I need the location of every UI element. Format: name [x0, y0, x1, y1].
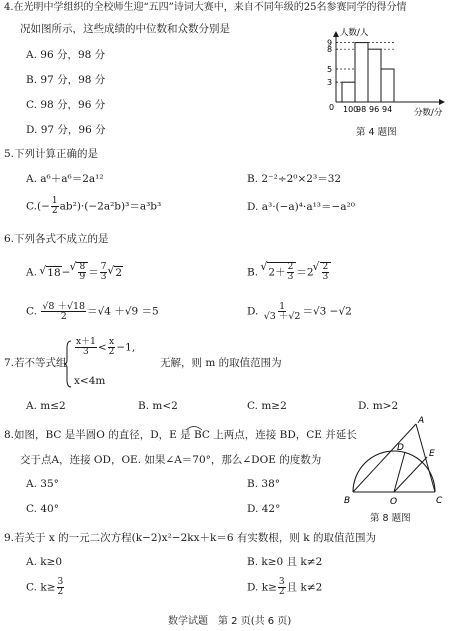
q8-option-c: C. 40°	[26, 503, 59, 515]
q9-d-pre: D. k≥	[247, 581, 277, 594]
q8-geometry-figure	[344, 410, 448, 508]
q6-b-int: 2＋	[268, 266, 286, 279]
q6-b-label: B.	[247, 266, 259, 279]
q7-option-d: D. m>2	[358, 400, 399, 412]
q6-b-eq: ＝2	[296, 266, 314, 279]
page-footer: 数学试题 第 2 页(共 6 页)	[168, 616, 292, 627]
q5-option-a: A. a⁶＋a⁶＝2a¹²	[26, 173, 104, 185]
chart-ytick-label: 5	[327, 65, 333, 74]
q6-d-label: D.	[247, 305, 259, 318]
point-c-label: C	[436, 496, 443, 506]
q5-c-fraction	[51, 197, 59, 216]
q5-option-c	[26, 197, 161, 216]
q9-c-pre: C. k≥	[26, 581, 56, 594]
q4-bar-chart	[318, 24, 450, 140]
point-d-label: D	[397, 443, 404, 453]
q8-option-d: D. 42°	[247, 503, 281, 515]
q9-c-num: 3	[57, 577, 64, 587]
q7-line2: x<4m	[74, 375, 106, 387]
chart-ytick-label: 3	[327, 78, 333, 88]
q8-option-a: A. 35°	[26, 478, 59, 490]
q7-l1-rnum: x	[108, 337, 115, 347]
q7-option-b: B. m<2	[138, 400, 178, 412]
chart-ylabel: 人数/人	[340, 28, 369, 38]
q4-option-a: A. 96 分，98 分	[26, 49, 106, 61]
q6-d-rest: ＝√3 −√2	[302, 305, 352, 318]
q6-b-fd: 3	[287, 272, 294, 282]
q6-option-c	[26, 302, 159, 321]
q7-option-a: A. m≤2	[26, 400, 66, 412]
chart-xtick-label: 94	[382, 105, 393, 114]
q6-stem: 6.下列各式不成立的是	[4, 233, 109, 245]
q9-option-a: A. k≥0	[26, 556, 63, 568]
q6-d-num: 1	[279, 301, 286, 312]
line-ba	[353, 424, 416, 492]
q8-stem-line2: 交于点A，连接 OD，OE. 如果∠A＝70°，那么∠DOE 的度数为	[20, 454, 322, 466]
q7-l1-den: 3	[83, 347, 89, 357]
q9-d-post: 且 k≠2	[286, 581, 323, 594]
chart-xtick-label: 98	[356, 105, 367, 114]
q8-arc-mark	[183, 423, 205, 431]
q4-figure-caption: 第 4 题图	[356, 127, 397, 138]
q4-option-c: C. 98 分，96 分	[26, 99, 106, 111]
q6-a-fn: √ 8	[79, 262, 86, 272]
q8-stem-line1: 8.如图，BC 是半圆O 的直径，D，E 是 BC 上两点，连接 BD，CE 并延长	[4, 429, 357, 441]
q6-a-fd: 9	[79, 272, 86, 282]
q5-c-den: 2	[51, 206, 58, 216]
q6-a-eq: ＝	[88, 266, 99, 279]
q6-a-rn: 7	[100, 262, 107, 272]
q5-option-b: B. 2⁻²÷2⁰×2³＝32	[247, 173, 342, 185]
q6-c-label: C.	[26, 305, 37, 318]
q7-line1	[74, 338, 135, 357]
q5-c-paren: (−	[37, 200, 50, 213]
q6-a-rd: 3	[100, 272, 107, 282]
q4-option-d: D. 97 分，96 分	[26, 124, 106, 136]
semicircle	[353, 451, 435, 492]
q7-l1-lt: <	[97, 341, 107, 354]
q7-option-c: C. m≥2	[247, 400, 287, 412]
q7-post: 无解，则 m 的取值范围为	[160, 357, 282, 369]
point-o-label: O	[390, 497, 398, 507]
chart-origin: 0	[329, 103, 335, 112]
q5-option-d: D. a³·(−a)⁴·a¹³＝−a²⁰	[247, 201, 355, 213]
q5-c-rest: ab²)·(−2a²b)³＝a³b³	[59, 200, 162, 213]
q6-d-den: √3 ＋√2	[263, 311, 301, 322]
chart-ytick-label: 8	[327, 45, 333, 55]
q6-b-sqrt-left	[267, 262, 296, 282]
q8-figure-caption: 第 8 题图	[370, 513, 411, 524]
q6-b-sqrt-right	[320, 262, 332, 282]
q4-stem-line2: 况如图所示，这些成绩的中位数和众数分别是	[20, 23, 230, 35]
q7-l1-tail: −1,	[116, 341, 136, 354]
q4-stem-line1: 4.在光明中学组织的全校师生迎“五四”诗词大赛中，来自不同年级的25名参赛同学的得分情	[4, 2, 407, 13]
chart-xlabel: 分数/分	[414, 108, 443, 118]
chart-bar	[381, 69, 394, 102]
q9-stem: 9.若关于 x 的一元二次方程(k−2)x²−2kx＋k＝6 有实数根，则 k 的取值范围为	[4, 532, 376, 544]
q9-c-den: 2	[57, 587, 64, 597]
chart-ytick-label: 9	[327, 38, 333, 48]
q6-a-sqrt-frac	[76, 262, 88, 282]
q6-a-sqrt2: √ 2	[114, 266, 123, 279]
q9-option-d	[247, 578, 322, 597]
q9-d-num: 3	[278, 577, 285, 587]
q8-option-b: B. 38°	[247, 478, 281, 490]
q9-d-den: 2	[278, 587, 285, 597]
q5-c-label: C.	[26, 200, 37, 213]
q6-option-d	[247, 302, 352, 321]
q9-option-c	[26, 578, 65, 597]
chart-bar	[342, 82, 355, 102]
q7-l1-rden: 2	[108, 347, 115, 357]
q9-option-b: B. k≥0 且 k≠2	[247, 556, 323, 568]
q4-option-b: B. 97 分，98 分	[26, 74, 106, 86]
q6-b-fn: 2	[287, 262, 294, 272]
q6-c-num: √8 ＋√18	[42, 301, 86, 312]
q7-pre: 7.若不等式组	[4, 357, 67, 369]
chart-xtick-label: 96	[369, 105, 380, 114]
q6-a-label: A.	[26, 266, 37, 279]
q7-brace	[64, 340, 72, 388]
q5-c-num: 1	[51, 196, 58, 206]
chart-bar	[355, 43, 368, 102]
q6-b-rd: 3	[322, 272, 329, 282]
q6-option-a	[26, 262, 123, 282]
q6-c-den: 2	[60, 311, 67, 322]
q6-a-minus: −	[61, 266, 71, 279]
q7-l1-num: x＋1	[76, 337, 96, 347]
q6-option-b	[247, 262, 331, 282]
q6-a-sqrt1: √ 18	[46, 266, 61, 279]
q5-stem: 5.下列计算正确的是	[4, 148, 99, 160]
chart-xtick-label: 100	[343, 105, 359, 114]
chart-bar	[368, 49, 381, 102]
point-e-label: E	[429, 449, 435, 459]
q6-b-rn: √ 2	[322, 262, 329, 272]
point-b-label: B	[344, 496, 351, 506]
q6-c-rest: ＝√4 ＋√9 ＝5	[87, 305, 159, 318]
point-a-label: A	[418, 416, 425, 426]
